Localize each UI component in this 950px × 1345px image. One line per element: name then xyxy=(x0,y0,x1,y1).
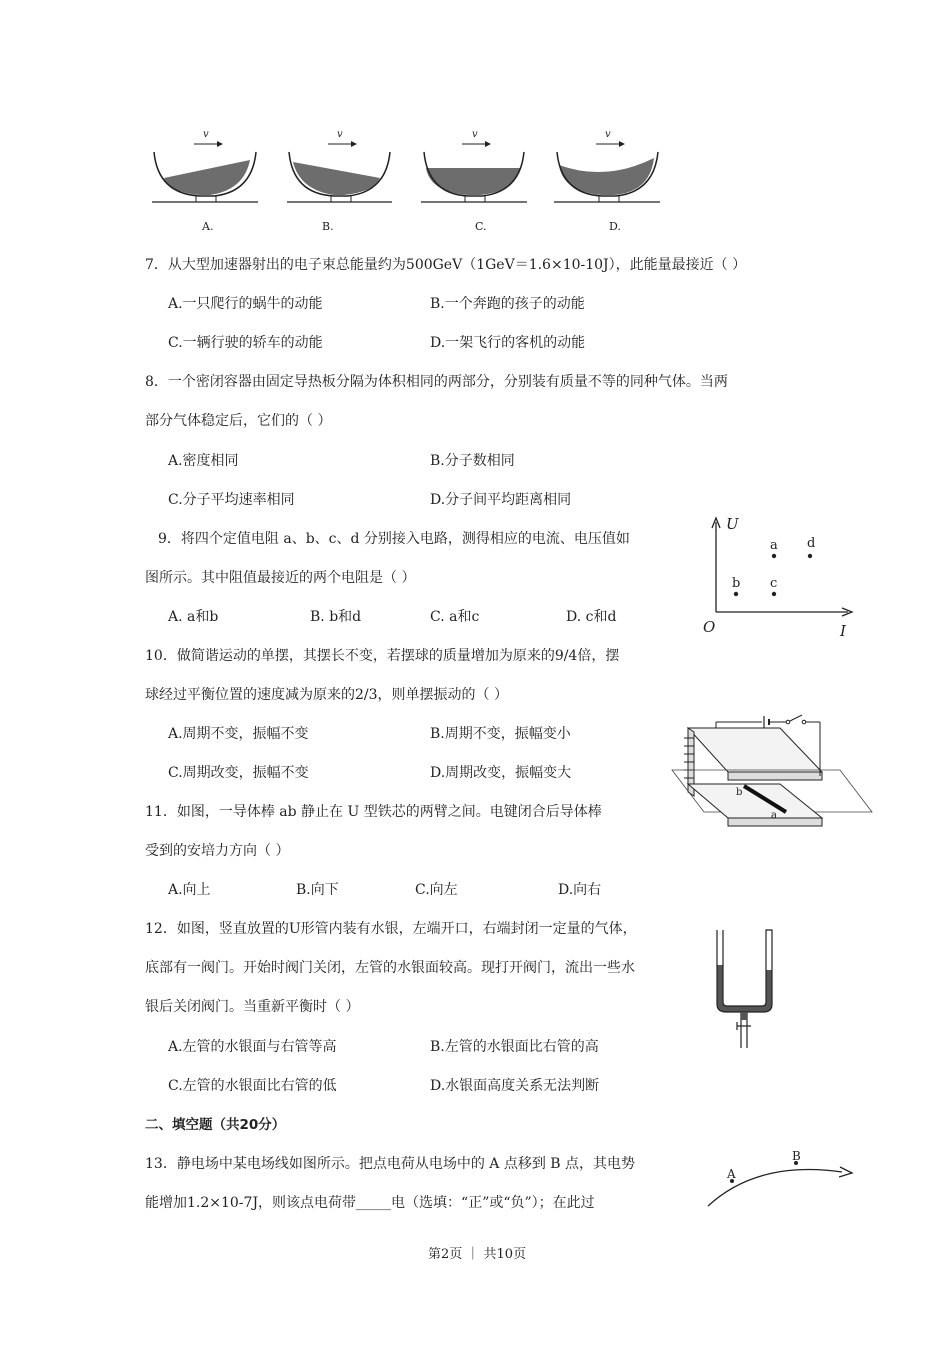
q9-option-b: B. b和d xyxy=(310,609,362,625)
q10-option-c: C.周期改变，振幅不变 xyxy=(168,765,309,781)
q7-option-b: B.一个奔跑的孩子的动能 xyxy=(430,296,585,312)
graph-point-a: a xyxy=(770,538,778,553)
bowl-label-c: C. xyxy=(475,220,487,233)
q10-option-d: D.周期改变，振幅变大 xyxy=(430,765,572,781)
graph-point-b: b xyxy=(732,576,741,591)
q12-option-c: C.左管的水银面比右管的低 xyxy=(168,1078,337,1094)
q7-option-a: A.一只爬行的蜗牛的动能 xyxy=(168,296,323,312)
q11-option-c: C.向左 xyxy=(415,882,458,898)
velocity-label-a: v xyxy=(203,129,209,140)
q11-option-b: B.向下 xyxy=(296,882,339,898)
q12-option-a: A.左管的水银面与右管等高 xyxy=(168,1039,337,1055)
q12-stem-line2: 底部有一阀门。开始时阀门关闭，左管的水银面较高。现打开阀门，流出一些水 xyxy=(145,960,635,976)
q12-stem-line3: 银后关闭阀门。当重新平衡时（ ） xyxy=(145,999,360,1015)
graph-i-label: I xyxy=(840,622,846,640)
velocity-label-b: v xyxy=(337,129,343,140)
q10-option-b: B.周期不变，振幅变小 xyxy=(430,726,571,742)
q7-option-d: D.一架飞行的客机的动能 xyxy=(430,335,586,351)
bowl-label-d: D. xyxy=(609,220,621,233)
q11-option-a: A.向上 xyxy=(168,882,211,898)
page-footer: 第2页 ｜ 共10页 xyxy=(428,1247,527,1262)
q8-option-a: A.密度相同 xyxy=(168,453,239,469)
graph-point-d: d xyxy=(807,536,816,551)
q9-stem-line1: 9．将四个定值电阻 a、b、c、d 分别接入电路，测得相应的电流、电压值如 xyxy=(158,531,630,547)
q12-stem-line1: 12．如图，竖直放置的U形管内装有水银，左端开口，右端封闭一定量的气体， xyxy=(145,921,637,937)
q7-option-c: C.一辆行驶的轿车的动能 xyxy=(168,335,323,351)
q11-stem-line2: 受到的安培力方向（ ） xyxy=(145,843,290,859)
q10-stem-line2: 球经过平衡位置的速度减为原来的2/3，则单摆振动的（ ） xyxy=(145,687,508,703)
q9-option-a: A. a和b xyxy=(168,609,219,625)
q13-stem-line1: 13．静电场中某电场线如图所示。把点电荷从电场中的 A 点移到 B 点，其电势 xyxy=(145,1156,636,1172)
graph-origin-label: O xyxy=(703,618,716,636)
q11-stem-line1: 11．如图，一导体棒 ab 静止在 U 型铁芯的两臂之间。电键闭合后导体棒 xyxy=(145,804,602,820)
q9-option-c: C. a和c xyxy=(430,609,480,625)
q10-option-a: A.周期不变，振幅不变 xyxy=(168,726,309,742)
velocity-label-d: v xyxy=(605,129,611,140)
rod-label-b: b xyxy=(736,787,743,798)
q8-stem-line2: 部分气体稳定后，它们的（ ） xyxy=(145,413,332,429)
rod-label-a: a xyxy=(771,810,777,821)
q10-stem-line1: 10．做简谐运动的单摆，其摆长不变，若摆球的质量增加为原来的9/4倍，摆 xyxy=(145,648,620,664)
bowl-label-b: B. xyxy=(322,220,334,233)
q9-option-d: D. c和d xyxy=(566,609,617,625)
q11-option-d: D.向右 xyxy=(558,882,602,898)
graph-u-label: U xyxy=(726,515,739,533)
velocity-label-c: v xyxy=(472,129,478,140)
bowl-label-a: A. xyxy=(202,220,214,233)
q8-option-c: C.分子平均速率相同 xyxy=(168,492,295,508)
q7-stem: 7．从大型加速器射出的电子束总能量约为500GeV（1GeV＝1.6×10-10J），此能量最接近（ ） xyxy=(145,257,747,273)
field-point-a: A xyxy=(727,1167,736,1181)
graph-point-c: c xyxy=(770,576,778,591)
field-point-b: B xyxy=(792,1149,801,1163)
q12-option-d: D.水银面高度关系无法判断 xyxy=(430,1078,600,1094)
q12-option-b: B.左管的水银面比右管的高 xyxy=(430,1039,599,1055)
q13-stem-line2: 能增加1.2×10-7J，则该点电荷带_____电（选填：“正”或“负”）；在此过 xyxy=(145,1195,595,1211)
q8-stem-line1: 8．一个密闭容器由固定导热板分隔为体积相同的两部分，分别装有质量不等的同种气体。当两 xyxy=(145,374,728,390)
q9-stem-line2: 图所示。其中阻值最接近的两个电阻是（ ） xyxy=(145,570,416,586)
q8-option-d: D.分子间平均距离相同 xyxy=(430,492,572,508)
section2-title: 二、填空题（共20分） xyxy=(145,1117,286,1133)
q8-option-b: B.分子数相同 xyxy=(430,453,515,469)
